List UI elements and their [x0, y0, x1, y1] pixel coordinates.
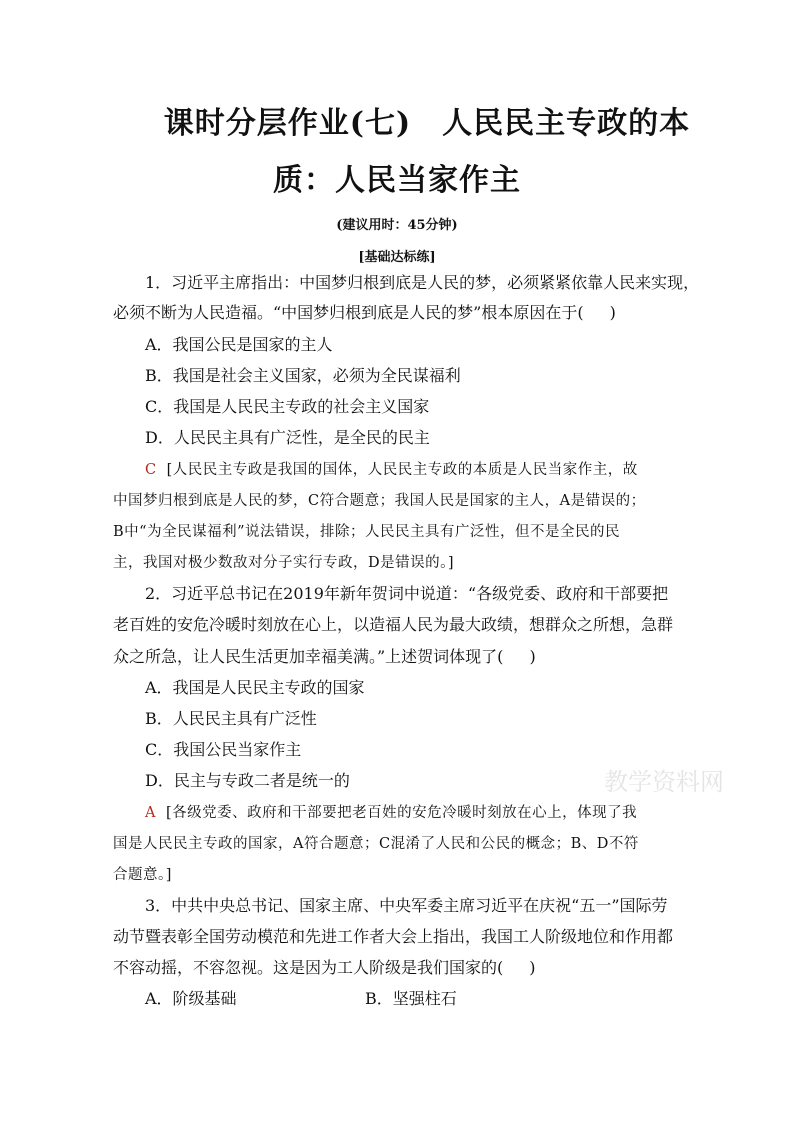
q1-stem-text: 必须不断为人民造福。“中国梦归根到底是人民的梦”根本原因在于(: [113, 303, 584, 322]
q1-analysis-line-2: 中国梦归根到底是人民的梦，C符合题意；我国人民是国家的主人，A是错误的；: [113, 493, 646, 509]
q1-analysis-line-3: B中“为全民谋福利”说法错误，排除；人民民主具有广泛性，但不是全民的民: [113, 524, 620, 540]
q3-stem-text: 不容动摇，不容忽视。这是因为工人阶级是我们国家的(: [113, 958, 504, 977]
q2-analysis-line-3: 合题意。]: [113, 867, 172, 883]
q2-analysis-line-1: [145, 803, 637, 823]
q3-option-a: A．阶级基础: [145, 989, 237, 1008]
q3-stem-line-2: 动节暨表彰全国劳动模范和先进工作者大会上指出，我国工人阶级地位和作用都: [113, 927, 674, 946]
time-note: (建议用时：45分钟): [336, 218, 458, 233]
q3-stem-line-3: [113, 958, 536, 978]
q1-stem-line-1: 1．习近平主席指出：中国梦归根到底是人民的梦，必须紧紧依靠人民来实现，: [145, 273, 700, 292]
q1-option-c: C．我国是人民民主专政的社会主义国家: [145, 397, 430, 416]
q2-option-d: D．民主与专政二者是统一的: [145, 771, 350, 790]
q2-option-c: C．我国公民当家作主: [145, 740, 302, 759]
title-line-1: 课时分层作业(七) 人民民主专政的本: [163, 106, 691, 141]
q3-option-b: B．坚强柱石: [365, 989, 457, 1008]
q3-stem-line-1: 3．中共中央总书记、国家主席、中央军委主席习近平在庆祝“五一”国际劳: [145, 896, 668, 915]
q2-stem-line-1: 2．习近平总书记在2019年新年贺词中说道：“各级党委、政府和干部要把: [145, 584, 669, 603]
q2-answer-letter: A: [145, 805, 156, 821]
title-line-2: 质：人民当家作主: [273, 163, 521, 198]
q2-stem-line-3: [113, 647, 536, 667]
q1-stem-close: ): [609, 303, 616, 322]
q2-option-a: A．我国是人民民主专政的国家: [145, 678, 365, 697]
q2-stem-text: 众之所急，让人民生活更加幸福美满。”上述贺词体现了(: [113, 647, 504, 666]
watermark-text: 教学资料网: [604, 768, 724, 796]
q2-analysis-text: [各级党委、政府和干部要把老百姓的安危冷暖时刻放在心上，体现了我: [165, 805, 638, 821]
q1-option-a: A．我国公民是国家的主人: [145, 335, 333, 354]
q1-answer-letter: C: [145, 462, 157, 478]
q3-stem-close: ): [529, 958, 536, 977]
q2-stem-close: ): [529, 647, 536, 666]
q2-stem-line-2: 老百姓的安危冷暖时刻放在心上，以造福人民为最大政绩，想群众之所想，急群: [113, 615, 674, 634]
q1-option-d: D．人民民主具有广泛性，是全民的民主: [145, 428, 430, 447]
q1-stem-line-2: [113, 303, 616, 323]
q1-analysis-text: [人民民主专政是我国的国体，人民民主专政的本质是人民当家作主，故: [166, 462, 638, 478]
q2-analysis-line-2: 国是人民民主专政的国家，A符合题意；C混淆了人民和公民的概念；B、D不符: [113, 836, 639, 852]
q1-analysis-line-1: [145, 460, 638, 480]
q2-option-b: B．人民民主具有广泛性: [145, 709, 317, 728]
q1-option-b: B．我国是社会主义国家，必须为全民谋福利: [145, 366, 461, 385]
section-heading: [基础达标练]: [358, 250, 436, 265]
q1-analysis-line-4: 主，我国对极少数敌对分子实行专政，D是错误的。]: [113, 555, 455, 571]
